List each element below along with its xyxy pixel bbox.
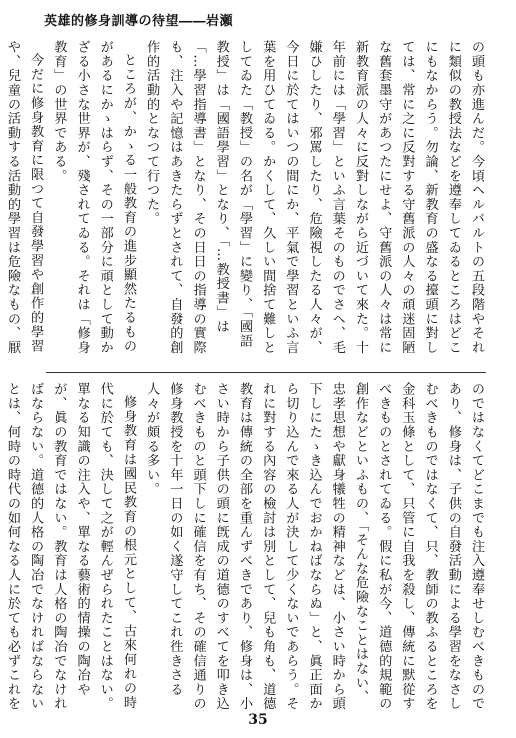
paragraph: の頭も亦進んだ。今頃ヘルバルトの五段階やそれに類似の教授法などを遵奉してゐるところはどこにもなからう。勿論、新教育の盛なる擡頭に對しては、常に之に反對する守舊派の人々の頑迷固陋な舊套墨守があつたにせよ、守舊派の人々は常に新教育派の人々に反對しながら近づいて來た。十年前には「學習」といふ言葉そのものでさへ、毛嫌ひしたり、邪罵したり、危險視したる人々が、今日に於てはいつの間にか、平氣で學習といふ言葉を用ひてゐる。かくして、久しい間捨て難しとしてゐた「教授」の名が「學習」に變り、「國語教授」は「國語學習」となり、「…教授書」は「…學習指導書」となり、その日日の指導の實際も、注入や記憶はあきたらずとされて、自發的創作的活動的となつて行つた。 [144, 40, 484, 355]
text-column-bottom [4, 382, 488, 712]
column-divider [46, 372, 486, 373]
running-header: 英雄的修身訓導の待望――岩瀬 [44, 14, 234, 29]
paragraph: ところが、かゝる一般教育の進步顯然たるものがあるにかゝはらず、その一部分に頑として動かざる小さな世界が、殘されてゐる。それは「修身教育」の世界である。 [51, 40, 136, 355]
paragraph: 修身教育は國民教育の根元として、古來何れの時代に於ても、決して之が輕んぜられたことはない。單なる知識の注入や、單なる藝術的情操の陶冶やが、眞の教育ではない。教育は人格の陶冶でなければならない。道德的人格の陶冶でなければならないとは、何時の時代の如何なる人に於ても必ずこれを [4, 382, 136, 711]
text-column-top [4, 40, 488, 362]
paragraph: 今だに修身教育に限つて自發學習や創作的學習や、兒童の活動する活動的學習は危險なもの、厭 [4, 40, 44, 355]
page-number: 35 [248, 712, 268, 728]
paragraph: のではなくてどこまでも注入遵奉せしむべきものであり、修身は、子供の自發活動による學習をなさしむべきものではなくて、只、教師の教ふるところを金科玉條として、只管に自我を殺し、傳統に默從すべきものとされてゐる。假に私が今、道德的規範の創作などといふもの、「そんな危險なことはない、忠孝思想や獻身犧牲の精神などは、小さい時から頭下しにたゝき込んでおかねばならぬ」と、眞正面から切り込んで來る人が決して少くないであらう。それに對する內容の檢討は別として、兒も角も、道德教育は傳統の全部を重んずべきであり、修身は、小さい時から子供の頭に旣成の道德のすべてを叩き込むべきものと頭下しに確信を有ち、その確信通りの修身教授を十年一日の如く遂守してこれ徃きさる人々が頗る多い。 [144, 382, 484, 711]
